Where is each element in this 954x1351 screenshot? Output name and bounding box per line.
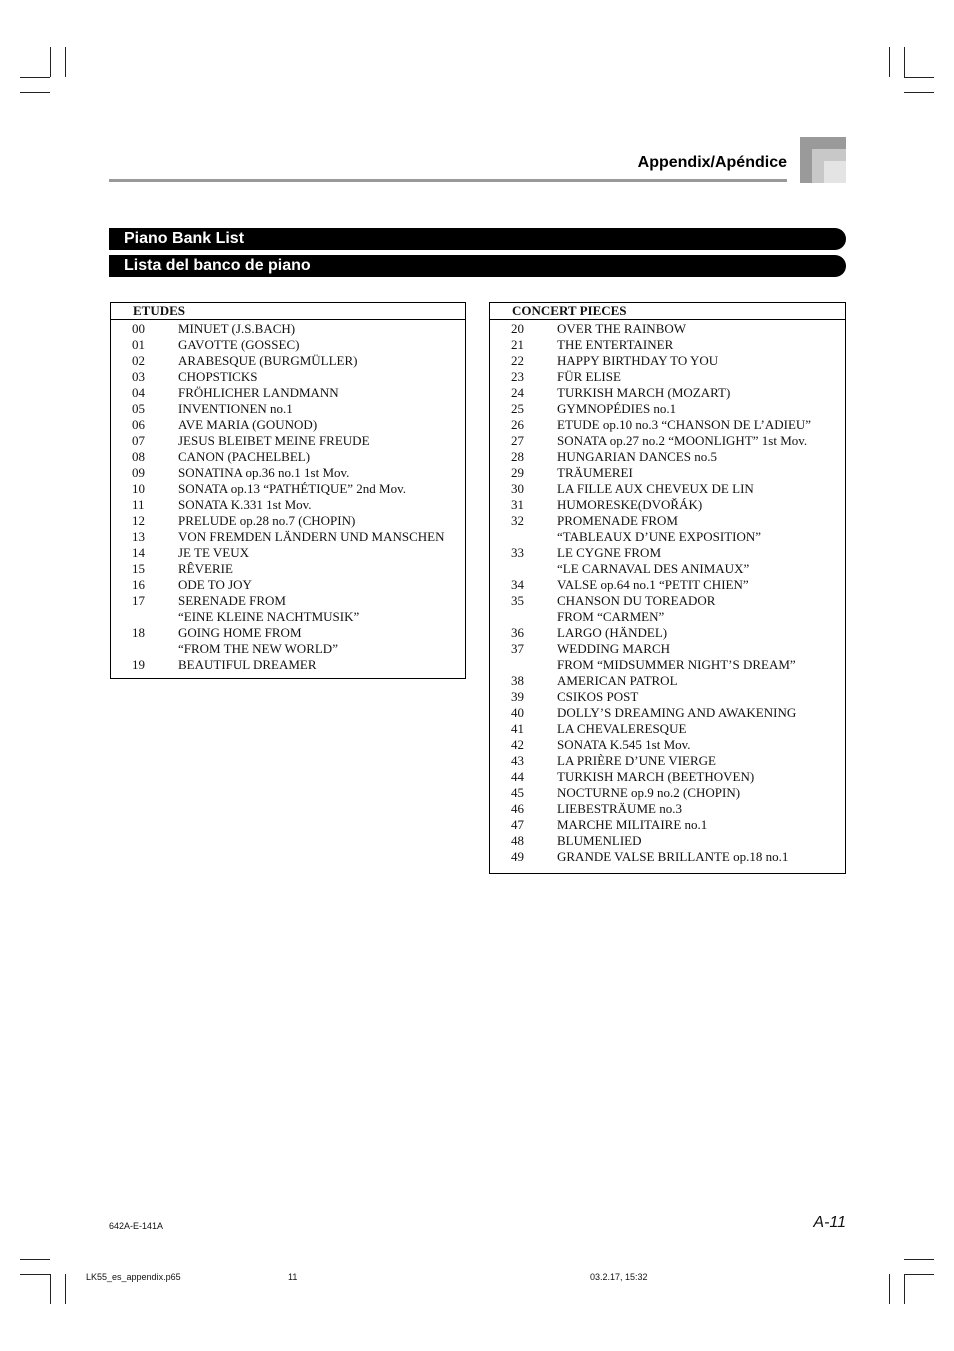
crop-mark [20, 1274, 50, 1275]
page-number: A-11 [813, 1214, 846, 1231]
tone-number: 03 [132, 369, 145, 384]
list-item [111, 465, 465, 481]
tone-number: 10 [132, 481, 145, 496]
list-item [490, 369, 845, 385]
list-item [490, 833, 845, 849]
list-item [111, 593, 465, 609]
song-title: SONATA K.545 1st Mov. [557, 737, 691, 752]
list-item [490, 465, 845, 481]
song-title: “TABLEAUX D’UNE EXPOSITION” [557, 529, 762, 544]
tone-number: 36 [511, 625, 524, 640]
song-title: ETUDE op.10 no.3 “CHANSON DE L’ADIEU” [557, 417, 812, 432]
tone-number: 42 [511, 737, 524, 752]
crop-mark [65, 1274, 66, 1304]
song-title: FRÖHLICHER LANDMANN [178, 385, 339, 400]
song-title: HUNGARIAN DANCES no.5 [557, 449, 717, 464]
tone-number: 41 [511, 721, 524, 736]
tone-number: 44 [511, 769, 524, 784]
song-title: “FROM THE NEW WORLD” [178, 641, 338, 656]
list-item [490, 625, 845, 641]
tone-number: 38 [511, 673, 524, 688]
list-item [490, 705, 845, 721]
list-item [111, 385, 465, 401]
header-rule [109, 179, 787, 182]
song-title: INVENTIONEN no.1 [178, 401, 293, 416]
tone-number: 33 [511, 545, 524, 560]
list-item [490, 545, 845, 561]
tone-number: 32 [511, 513, 524, 528]
list-item [490, 593, 845, 609]
tone-number: 01 [132, 337, 145, 352]
list-item [490, 817, 845, 833]
list-item [490, 433, 845, 449]
list-item [490, 353, 845, 369]
concert-heading: CONCERT PIECES [490, 303, 845, 320]
tone-number: 21 [511, 337, 524, 352]
song-title: HUMORESKE(DVOŘÁK) [557, 497, 703, 512]
list-item [490, 417, 845, 433]
tone-number: 47 [511, 817, 524, 832]
tone-number: 39 [511, 689, 524, 704]
song-title: WEDDING MARCH [557, 641, 671, 656]
crop-mark [20, 1259, 50, 1260]
song-title: GYMNOPÉDIES no.1 [557, 401, 677, 416]
song-title: BEAUTIFUL DREAMER [178, 657, 317, 672]
list-item [490, 737, 845, 753]
tone-number [111, 641, 178, 657]
tone-number: 09 [132, 465, 145, 480]
crop-mark [904, 47, 905, 77]
list-item [490, 785, 845, 801]
list-item [490, 497, 845, 513]
tone-number: 43 [511, 753, 524, 768]
list-item [490, 481, 845, 497]
list-item [490, 801, 845, 817]
crop-mark [889, 1274, 890, 1304]
list-item [490, 337, 845, 353]
song-title: SONATA K.331 1st Mov. [178, 497, 312, 512]
tone-number: 04 [132, 385, 145, 400]
print-datetime: 03.2.17, 15:32 [590, 1272, 648, 1282]
list-item [111, 609, 465, 625]
song-title: THE ENTERTAINER [557, 337, 674, 352]
tone-number: 20 [511, 321, 524, 336]
etudes-rows [111, 320, 465, 673]
list-item [490, 449, 845, 465]
tone-number: 30 [511, 481, 524, 496]
tone-number [490, 529, 557, 545]
song-title: LIEBESTRÄUME no.3 [557, 801, 682, 816]
list-item [490, 849, 845, 865]
song-title: ODE TO JOY [178, 577, 252, 592]
tone-number: 27 [511, 433, 524, 448]
song-title: CSIKOS POST [557, 689, 639, 704]
document-code: 642A-E-141A [109, 1221, 164, 1231]
corner-decoration [800, 137, 846, 183]
tone-number [111, 609, 178, 625]
list-item [490, 673, 845, 689]
song-title: LA PRIÈRE D’UNE VIERGE [557, 753, 717, 768]
list-item [490, 577, 845, 593]
tone-number: 18 [132, 625, 145, 640]
tone-number: 22 [511, 353, 524, 368]
list-item [490, 385, 845, 401]
song-title: VON FREMDEN LÄNDERN UND MANSCHEN [178, 529, 445, 544]
song-title: CHOPSTICKS [178, 369, 258, 384]
tone-number: 00 [132, 321, 145, 336]
tone-number: 28 [511, 449, 524, 464]
song-title: LA CHEVALERESQUE [557, 721, 687, 736]
tone-number [490, 609, 557, 625]
list-item [111, 353, 465, 369]
page-title-en: Piano Bank List [109, 228, 846, 250]
list-item [111, 657, 465, 673]
song-title: JESUS BLEIBET MEINE FREUDE [178, 433, 370, 448]
crop-mark [904, 1274, 934, 1275]
list-item [490, 321, 845, 337]
tone-number: 15 [132, 561, 145, 576]
tone-number: 02 [132, 353, 145, 368]
list-item [490, 753, 845, 769]
song-title: LARGO (HÄNDEL) [557, 625, 668, 640]
file-name: LK55_es_appendix.p65 [86, 1272, 181, 1282]
song-title: DOLLY’S DREAMING AND AWAKENING [557, 705, 797, 720]
tone-number: 34 [511, 577, 524, 592]
etudes-list [110, 302, 466, 679]
tone-number: 17 [132, 593, 145, 608]
song-title: OVER THE RAINBOW [557, 321, 687, 336]
song-title: VALSE op.64 no.1 “PETIT CHIEN” [557, 577, 749, 592]
song-title: FROM “CARMEN” [557, 609, 665, 624]
list-item [490, 641, 845, 657]
list-item [111, 481, 465, 497]
tone-number: 25 [511, 401, 524, 416]
tone-number: 29 [511, 465, 524, 480]
song-title: PROMENADE FROM [557, 513, 678, 528]
song-title: HAPPY BIRTHDAY TO YOU [557, 353, 719, 368]
song-title: CHANSON DU TOREADOR [557, 593, 716, 608]
list-item [490, 529, 845, 545]
etudes-heading: ETUDES [111, 303, 465, 320]
tone-number: 16 [132, 577, 145, 592]
song-title: AVE MARIA (GOUNOD) [178, 417, 318, 432]
song-title: SONATINA op.36 no.1 1st Mov. [178, 465, 350, 480]
list-item [111, 417, 465, 433]
song-title: SERENADE FROM [178, 593, 286, 608]
tone-number: 48 [511, 833, 524, 848]
tone-number: 07 [132, 433, 145, 448]
list-item [490, 769, 845, 785]
list-item [111, 337, 465, 353]
song-title: ARABESQUE (BURGMÜLLER) [178, 353, 358, 368]
song-title: GAVOTTE (GOSSEC) [178, 337, 300, 352]
list-item [490, 401, 845, 417]
tone-number: 23 [511, 369, 524, 384]
tone-number: 35 [511, 593, 524, 608]
crop-mark [20, 77, 50, 78]
list-item [111, 561, 465, 577]
section-header: Appendix/Apéndice [637, 154, 787, 171]
song-title: BLUMENLIED [557, 833, 642, 848]
song-title: TURKISH MARCH (MOZART) [557, 385, 731, 400]
crop-mark [904, 1259, 934, 1260]
song-title: LA FILLE AUX CHEVEUX DE LIN [557, 481, 754, 496]
tone-number: 19 [132, 657, 145, 672]
song-title: AMERICAN PATROL [557, 673, 678, 688]
concert-rows [490, 320, 845, 865]
song-title: CANON (PACHELBEL) [178, 449, 311, 464]
tone-number: 37 [511, 641, 524, 656]
tone-number: 08 [132, 449, 145, 464]
page-title-es: Lista del banco de piano [109, 255, 846, 277]
tone-number: 13 [132, 529, 145, 544]
tone-number [490, 657, 557, 673]
song-title: PRELUDE op.28 no.7 (CHOPIN) [178, 513, 356, 528]
list-item [111, 545, 465, 561]
list-item [490, 689, 845, 705]
list-item [111, 449, 465, 465]
list-item [490, 721, 845, 737]
tone-number: 40 [511, 705, 524, 720]
tone-number [490, 561, 557, 577]
list-item [111, 369, 465, 385]
song-title: MINUET (J.S.BACH) [178, 321, 296, 336]
song-title: “EINE KLEINE NACHTMUSIK” [178, 609, 360, 624]
song-title: GOING HOME FROM [178, 625, 302, 640]
song-title: TRÄUMEREI [557, 465, 633, 480]
list-item [490, 657, 845, 673]
song-title: SONATA op.27 no.2 “MOONLIGHT” 1st Mov. [557, 433, 808, 448]
crop-mark [904, 92, 934, 93]
tone-number: 14 [132, 545, 145, 560]
tone-number: 12 [132, 513, 145, 528]
tone-number: 05 [132, 401, 145, 416]
song-title: JE TE VEUX [178, 545, 250, 560]
tone-number: 06 [132, 417, 145, 432]
tone-number: 26 [511, 417, 524, 432]
tone-number: 45 [511, 785, 524, 800]
list-item [111, 321, 465, 337]
crop-mark [904, 1274, 905, 1304]
tone-number: 24 [511, 385, 524, 400]
song-title: GRANDE VALSE BRILLANTE op.18 no.1 [557, 849, 789, 864]
list-item [111, 497, 465, 513]
crop-mark [20, 92, 50, 93]
list-item [111, 529, 465, 545]
song-title: NOCTURNE op.9 no.2 (CHOPIN) [557, 785, 741, 800]
tone-number: 46 [511, 801, 524, 816]
concert-list [489, 302, 846, 874]
tone-number: 31 [511, 497, 524, 512]
list-item [111, 433, 465, 449]
song-title: “LE CARNAVAL DES ANIMAUX” [557, 561, 750, 576]
list-item [111, 401, 465, 417]
sheet-number: 11 [288, 1272, 298, 1282]
list-item [111, 641, 465, 657]
list-item [490, 561, 845, 577]
list-item [490, 513, 845, 529]
tone-number: 49 [511, 849, 524, 864]
crop-mark [889, 47, 890, 77]
song-title: FÜR ELISE [557, 369, 621, 384]
crop-mark [904, 77, 934, 78]
song-title: FROM “MIDSUMMER NIGHT’S DREAM” [557, 657, 796, 672]
crop-mark [50, 1274, 51, 1304]
song-title: SONATA op.13 “PATHÉTIQUE” 2nd Mov. [178, 481, 407, 496]
crop-mark [65, 47, 66, 77]
song-title: RÊVERIE [178, 561, 233, 576]
list-item [111, 513, 465, 529]
song-title: TURKISH MARCH (BEETHOVEN) [557, 769, 755, 784]
list-item [490, 609, 845, 625]
list-item [111, 577, 465, 593]
song-title: LE CYGNE FROM [557, 545, 662, 560]
crop-mark [50, 47, 51, 77]
list-item [111, 625, 465, 641]
song-title: MARCHE MILITAIRE no.1 [557, 817, 708, 832]
tone-number: 11 [132, 497, 145, 512]
